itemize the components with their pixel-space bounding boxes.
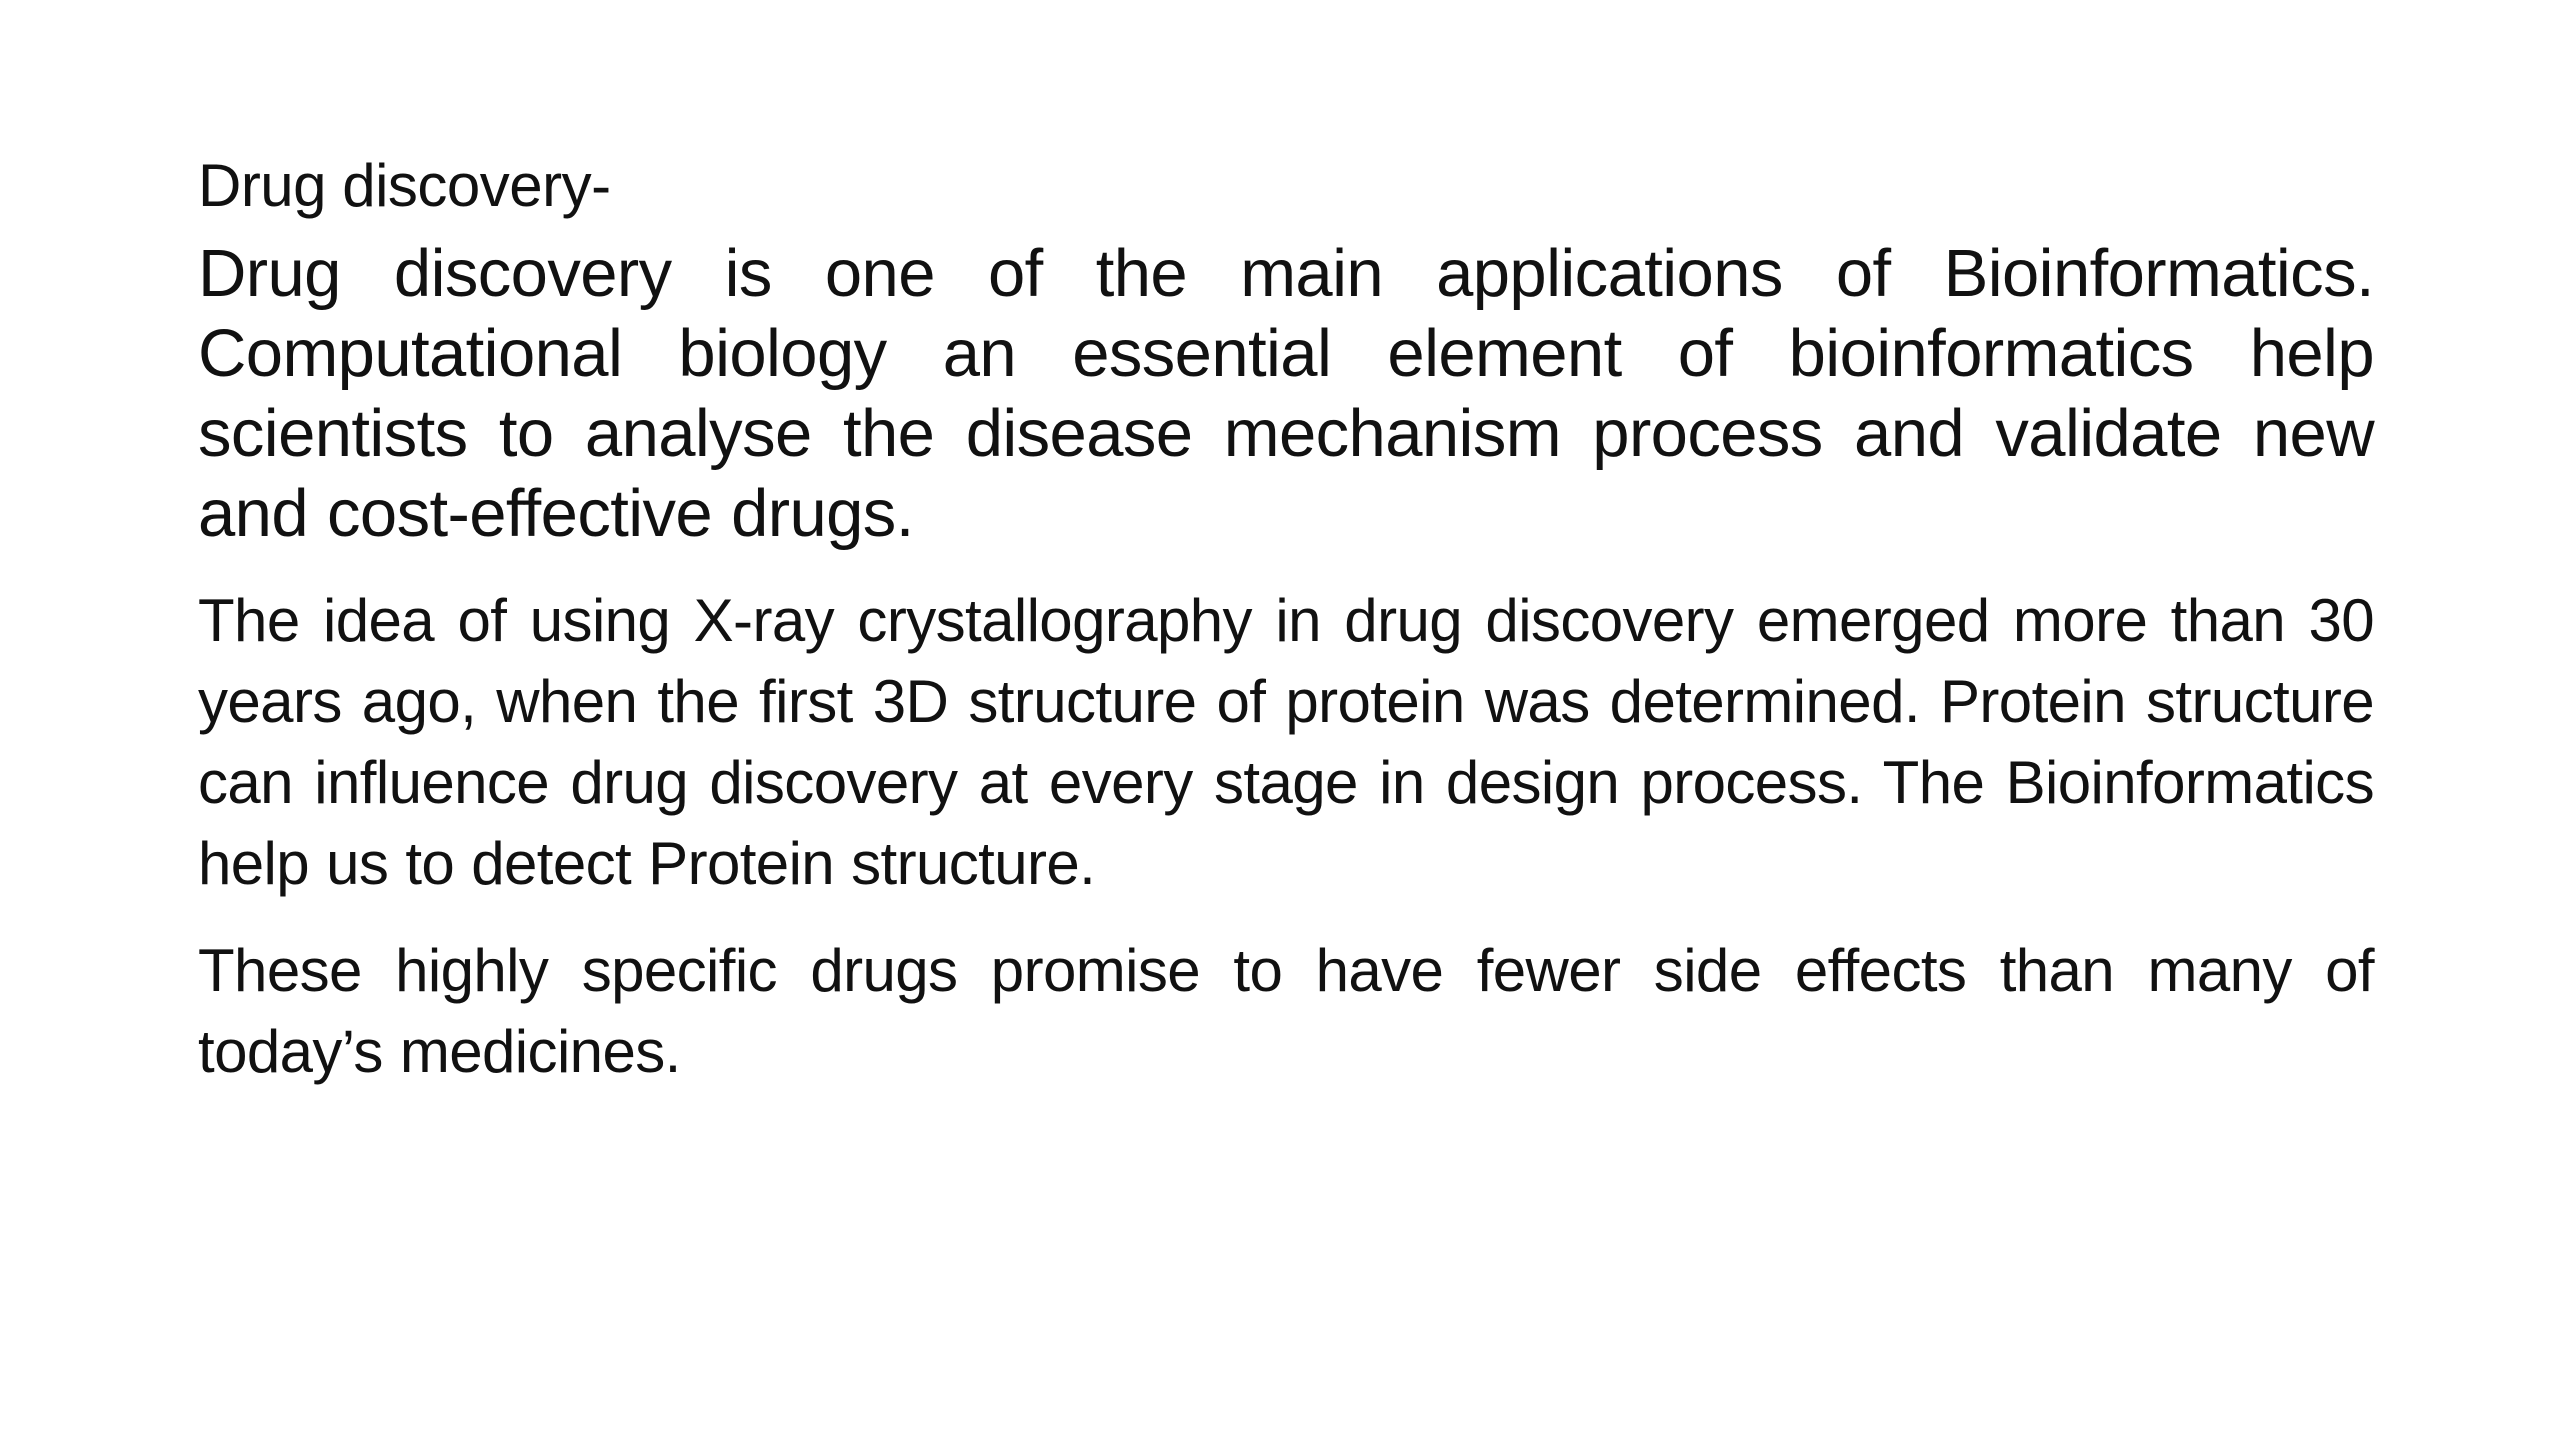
slide-content [198, 146, 2374, 1118]
paragraph-specific-drugs: These highly specific drugs promise to have fewer side effects than many of today’s medicines. [198, 937, 2374, 1085]
slide-heading: Drug discovery- [198, 152, 611, 219]
paragraph-intro: Drug discovery is one of the main applications of Bioinformatics. Computational biology an essential element of bioinformatics help scientists to analyse the disease mechanism process and validate new and cost-effective drugs. [198, 236, 2374, 551]
paragraph-crystallography: The idea of using X-ray crystallography in drug discovery emerged more than 30 years ago, when the first 3D structure of protein was determined. Protein structure can influence drug discovery at every stage in design process. The Bioinformatics help us to detect Protein structure. [198, 587, 2374, 897]
